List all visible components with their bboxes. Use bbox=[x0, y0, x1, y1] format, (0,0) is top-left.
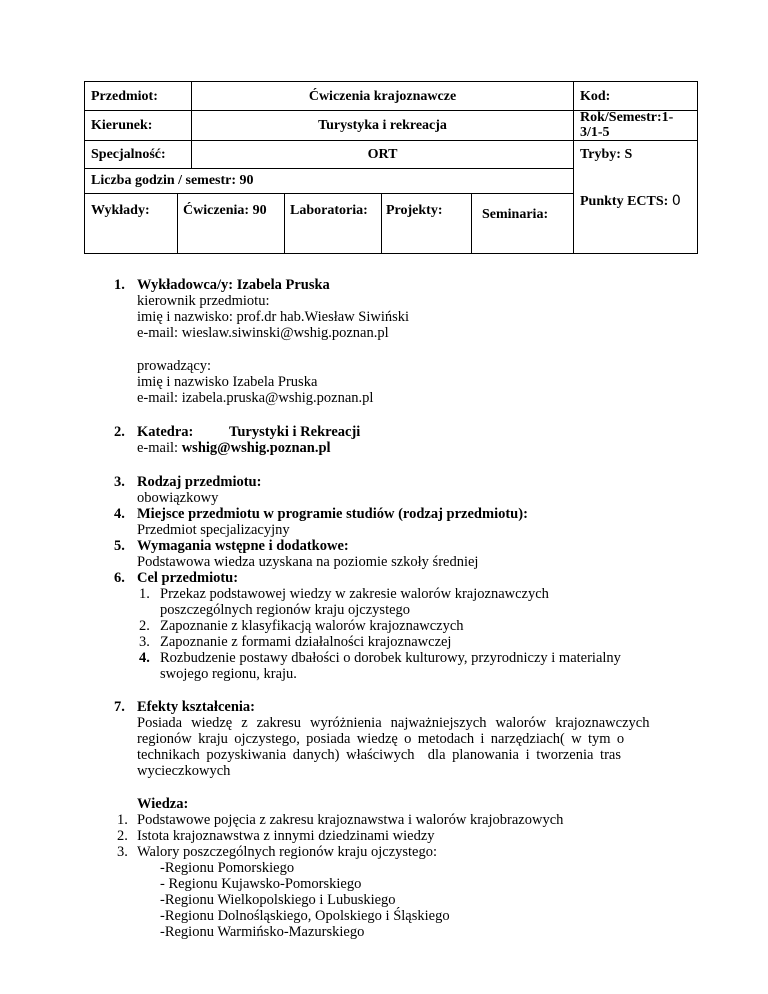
section-5-number: 5. bbox=[114, 538, 125, 554]
section-1-title: Wykładowca/y: Izabela Pruska bbox=[137, 277, 330, 293]
lectures-label: Wykłady: bbox=[91, 203, 150, 218]
instructor-email: e-mail: izabela.pruska@wshig.poznan.pl bbox=[137, 390, 374, 406]
course-info-table bbox=[84, 81, 698, 254]
goal-1-line1: Przekaz podstawowej wiedzy w zakresie walorów krajoznawczych bbox=[160, 586, 549, 602]
region-1: -Regionu Pomorskiego bbox=[160, 860, 295, 876]
modes-label: Tryby: S bbox=[580, 147, 633, 162]
outcomes-line-4: wycieczkowych bbox=[137, 763, 231, 779]
region-5: -Regionu Warmińsko-Mazurskiego bbox=[160, 924, 365, 940]
section-3-value: obowiązkowy bbox=[137, 490, 219, 506]
section-2-number: 2. bbox=[114, 424, 125, 440]
seminars-label: Seminaria: bbox=[482, 207, 549, 222]
department-value: Turystyki i Rekreacji bbox=[229, 424, 361, 440]
goal-1-number: 1. bbox=[139, 586, 150, 602]
section-4-value: Przedmiot specjalizacyjny bbox=[137, 522, 290, 538]
goal-4-line2: swojego regionu, kraju. bbox=[160, 666, 297, 682]
department-email: wshig@wshig.poznan.pl bbox=[181, 440, 331, 456]
section-6-number: 6. bbox=[114, 570, 125, 586]
year-semester-label: Rok/Semestr:1- bbox=[580, 110, 674, 125]
goal-1-line2: poszczególnych regionów kraju ojczystego bbox=[160, 602, 411, 618]
outcomes-line-2: regionów kraju ojczystego, posiada wiedzę o metodach i narzędziach( w tym o bbox=[137, 731, 625, 747]
knowledge-3-text: Walory poszczególnych regionów kraju ojczystego: bbox=[137, 844, 438, 860]
section-5-title: Wymagania wstępne i dodatkowe: bbox=[137, 538, 349, 554]
section-1-number: 1. bbox=[114, 277, 125, 293]
ects-value: 0 bbox=[671, 193, 681, 209]
coordinator-name: imię i nazwisko: prof.dr hab.Wiesław Siwiński bbox=[137, 309, 410, 325]
region-4: -Regionu Dolnośląskiego, Opolskiego i Śląskiego bbox=[160, 908, 450, 924]
field-label: Kierunek: bbox=[91, 118, 153, 133]
projects-label: Projekty: bbox=[386, 203, 443, 218]
ects-label: Punkty ECTS: bbox=[580, 194, 669, 209]
department-email-line bbox=[137, 440, 331, 457]
section-7-number: 7. bbox=[114, 699, 125, 715]
goal-4-line1: Rozbudzenie postawy dbałości o dorobek kulturowy, przyrodniczy i materialny bbox=[160, 650, 621, 666]
subject-label: Przedmiot: bbox=[91, 89, 158, 104]
outcomes-line-3: technikach pozyskiwania danych) właściwych dla planowania i tworzenia tras bbox=[137, 747, 621, 763]
field-value: Turystyka i rekreacja bbox=[318, 118, 447, 133]
ects bbox=[580, 193, 681, 210]
specialty-label: Specjalność: bbox=[91, 147, 166, 162]
section-3-title: Rodzaj przedmiotu: bbox=[137, 474, 262, 490]
region-2: - Regionu Kujawsko-Pomorskiego bbox=[160, 876, 362, 892]
region-3: -Regionu Wielkopolskiego i Lubuskiego bbox=[160, 892, 396, 908]
subject-value: Ćwiczenia krajoznawcze bbox=[308, 89, 457, 104]
code-label: Kod: bbox=[580, 89, 611, 104]
section-5-value: Podstawowa wiedza uzyskana na poziomie szkoły średniej bbox=[137, 554, 479, 570]
department-label: Katedra: bbox=[137, 424, 194, 440]
year-semester-value: 3/1-5 bbox=[580, 125, 610, 140]
section-7-title: Efekty kształcenia: bbox=[137, 699, 255, 715]
knowledge-2-text: Istota krajoznawstwa z innymi dziedzinami wiedzy bbox=[137, 828, 435, 844]
knowledge-1-number: 1. bbox=[117, 812, 128, 828]
hours-label: Liczba godzin / semestr: 90 bbox=[91, 173, 254, 188]
department-email-prefix: e-mail: bbox=[137, 440, 182, 456]
section-3-number: 3. bbox=[114, 474, 125, 490]
specialty-value: ORT bbox=[367, 147, 398, 162]
coordinator-label: kierownik przedmiotu: bbox=[137, 293, 270, 309]
goal-3-line1: Zapoznanie z formami działalności krajoznawczej bbox=[160, 634, 452, 650]
goal-2-line1: Zapoznanie z klasyfikacją walorów krajoznawczych bbox=[160, 618, 464, 634]
exercises-label: Ćwiczenia: 90 bbox=[183, 203, 267, 218]
section-4-number: 4. bbox=[114, 506, 125, 522]
knowledge-1-text: Podstawowe pojęcia z zakresu krajoznawstwa i walorów krajobrazowych bbox=[137, 812, 564, 828]
coordinator-email: e-mail: wieslaw.siwinski@wshig.poznan.pl bbox=[137, 325, 389, 341]
goal-4-number: 4. bbox=[139, 650, 150, 666]
goal-2-number: 2. bbox=[139, 618, 150, 634]
outcomes-line-1: Posiada wiedzę z zakresu wyróżnienia najważniejszych walorów krajoznawczych bbox=[137, 715, 650, 731]
knowledge-title: Wiedza: bbox=[137, 796, 189, 812]
laboratories-label: Laboratoria: bbox=[290, 203, 368, 218]
section-4-title: Miejsce przedmiotu w programie studiów (rodzaj przedmiotu): bbox=[137, 506, 528, 522]
instructor-label: prowadzący: bbox=[137, 358, 212, 374]
goal-3-number: 3. bbox=[139, 634, 150, 650]
section-6-title: Cel przedmiotu: bbox=[137, 570, 239, 586]
instructor-name: imię i nazwisko Izabela Pruska bbox=[137, 374, 318, 390]
knowledge-3-number: 3. bbox=[117, 844, 128, 860]
knowledge-2-number: 2. bbox=[117, 828, 128, 844]
